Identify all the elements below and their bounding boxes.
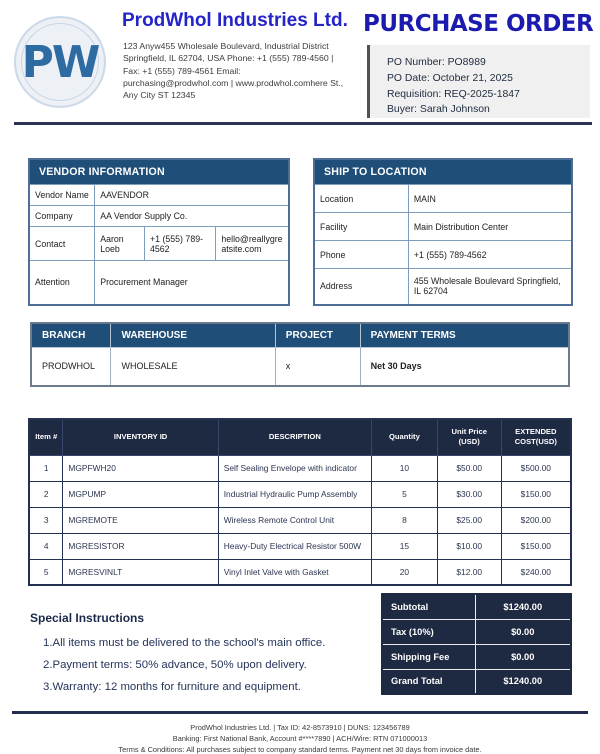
table-row [29,533,571,559]
po-requisition: Requisition: REQ-2025-1847 [387,88,520,100]
vendor-company-label: Company [29,206,95,227]
list-item [30,632,370,654]
item-description: Self Sealing Envelope with indicator [218,455,371,481]
special-instructions-title: Special Instructions [30,611,145,625]
item-number: 4 [29,533,63,559]
vendor-contact-email: hello@reallygreatsite.com [216,227,289,261]
ship-phone-label: Phone [314,241,408,269]
footer-divider [12,711,588,714]
vendor-contact-phone: +1 (555) 789-4562 [144,227,215,261]
vendor-attention-value: Procurement Manager [95,261,289,305]
item-unit-price: $12.00 [437,559,501,585]
item-number: 2 [29,481,63,507]
item-extended-cost: $240.00 [501,559,571,585]
company-logo [14,16,106,108]
item-inventory-id: MGREMOTE [63,507,218,533]
item-number: 1 [29,455,63,481]
inventory-id-column-header: INVENTORY ID [63,419,218,455]
item-extended-cost: $500.00 [501,455,571,481]
po-buyer: Buyer: Sarah Johnson [387,104,490,116]
item-inventory-id: MGRESVINLT [63,559,218,585]
line-items-table [28,418,572,586]
item-inventory-id: MGRESISTOR [63,533,218,559]
subtotal-value: $1240.00 [475,594,571,619]
list-item [30,676,370,698]
item-description: Vinyl Inlet Valve with Gasket [218,559,371,585]
po-number: PO Number: PO8989 [387,57,486,68]
po-meta-box [367,45,590,118]
vendor-contact-label: Contact [29,227,95,261]
shipping-fee-label: Shipping Fee [382,644,475,669]
table-row [29,559,571,585]
vendor-contact-name: Aaron Loeb [95,227,145,261]
ship-facility-label: Facility [314,213,408,241]
company-logo-monogram: PW [21,36,99,88]
instruction-text: Payment terms: 50% advance, 50% upon delivery. [52,659,307,671]
item-number-column-header: Item # [29,419,63,455]
shipping-fee-value: $0.00 [475,644,571,669]
item-quantity: 20 [372,559,438,585]
ship-address-value: 455 Wholesale Boulevard Springfield, IL 62704 [408,269,572,305]
warehouse-column-header: WAREHOUSE [111,323,275,348]
header-divider [14,122,592,125]
footer-banking-line: Banking: First National Bank, Account #****7890 | ACH/Wire: RTN 071000013 [172,734,428,743]
document-title: PURCHASE ORDER [363,11,594,37]
item-description: Wireless Remote Control Unit [218,507,371,533]
ship-to-table [313,158,573,306]
item-quantity: 10 [372,455,438,481]
item-extended-cost: $150.00 [501,533,571,559]
ship-phone-value: +1 (555) 789-4562 [408,241,572,269]
company-name: ProdWhol Industries Ltd. [122,10,348,31]
ship-facility-value: Main Distribution Center [408,213,572,241]
item-description: Industrial Hydraulic Pump Assembly [218,481,371,507]
footer-terms-line: Terms & Conditions: All purchases subject to company standard terms. Payment net 30 days from invoice date. [118,745,482,754]
instruction-number: 1. [43,637,53,649]
ship-address-label: Address [314,269,408,305]
item-unit-price: $30.00 [437,481,501,507]
payment-terms-column-header: PAYMENT TERMS [360,323,569,348]
totals-table [381,593,572,695]
payment-terms-value: Net 30 Days [360,348,569,386]
item-number: 3 [29,507,63,533]
item-inventory-id: MGPFWH20 [63,455,218,481]
footer [0,722,600,754]
instruction-number: 2. [43,659,53,671]
tax-value: $0.00 [475,619,571,644]
vendor-name-value: AAVENDOR [95,185,289,206]
info-tables-row [28,158,573,306]
item-description: Heavy-Duty Electrical Resistor 500W [218,533,371,559]
item-quantity: 8 [372,507,438,533]
item-quantity: 5 [372,481,438,507]
item-quantity: 15 [372,533,438,559]
branch-value: PRODWHOL [31,348,111,386]
vendor-attention-label: Attention [29,261,95,305]
instruction-text: Warranty: 12 months for furniture and equipment. [52,681,301,693]
item-number: 5 [29,559,63,585]
description-column-header: DESCRIPTION [218,419,371,455]
instruction-number: 3. [43,681,53,693]
vendor-information-table [28,158,290,306]
grand-total-value: $1240.00 [475,669,571,694]
table-row [29,481,571,507]
special-instructions [30,611,370,698]
instruction-text: All items must be delivered to the school's main office. [52,637,326,649]
item-unit-price: $25.00 [437,507,501,533]
item-extended-cost: $200.00 [501,507,571,533]
vendor-company-value: AA Vendor Supply Co. [95,206,289,227]
ship-to-section-title: SHIP TO LOCATION [314,159,572,185]
branch-column-header: BRANCH [31,323,111,348]
table-row [29,507,571,533]
grand-total-label: Grand Total [382,669,475,694]
ship-location-value: MAIN [408,185,572,213]
item-extended-cost: $150.00 [501,481,571,507]
table-row [29,455,571,481]
quantity-column-header: Quantity [372,419,438,455]
subtotal-label: Subtotal [382,594,475,619]
extended-cost-column-header: EXTENDED COST(USD) [501,419,571,455]
ship-location-label: Location [314,185,408,213]
order-info-table [30,322,570,387]
po-date: PO Date: October 21, 2025 [387,72,513,84]
tax-label: Tax (10%) [382,619,475,644]
company-address: 123 Anyw455 Wholesale Boulevard, Industrial District Springfield, IL 62704, USA Phone: +1 (555) 789-4560 | Fax: +1 (555) 789-4561 Email: purchasing@prodwhol.com | www.prodwhol.comhere St., Any City ST 12345 [123,41,344,101]
vendor-section-title: VENDOR INFORMATION [29,159,289,185]
item-unit-price: $10.00 [437,533,501,559]
project-column-header: PROJECT [275,323,360,348]
unit-price-column-header: Unit Price (USD) [437,419,501,455]
item-unit-price: $50.00 [437,455,501,481]
project-value: x [275,348,360,386]
item-inventory-id: MGPUMP [63,481,218,507]
footer-company-line: ProdWhol Industries Ltd. | Tax ID: 42-8573910 | DUNS: 123456789 [190,723,410,732]
warehouse-value: WHOLESALE [111,348,275,386]
list-item [30,654,370,676]
vendor-name-label: Vendor Name [29,185,95,206]
